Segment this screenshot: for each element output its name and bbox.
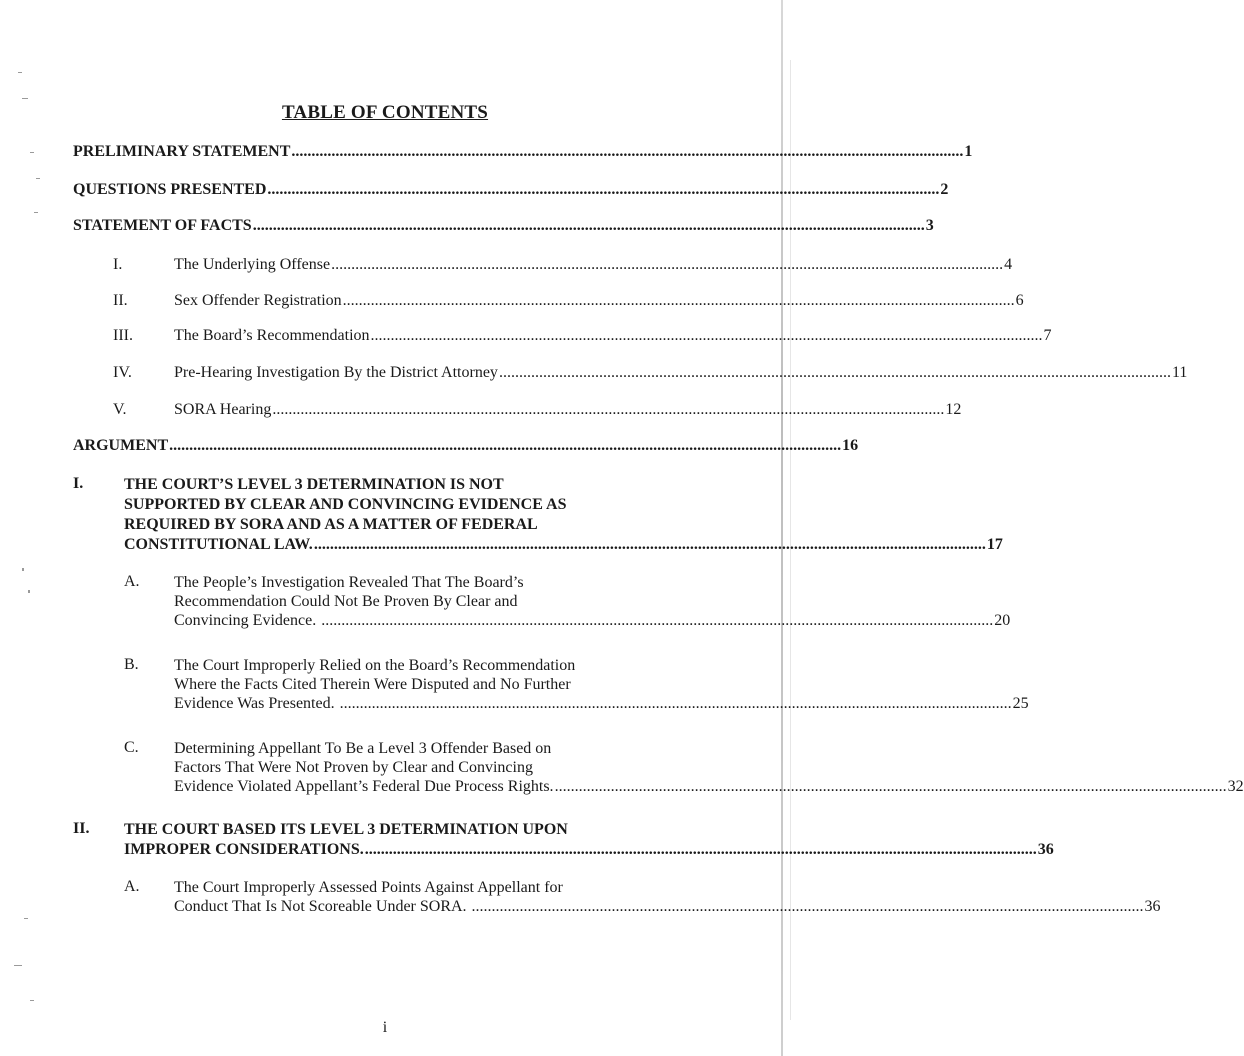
toc-entry-label: PRELIMINARY STATEMENT [73, 143, 291, 160]
toc-entry-label: ARGUMENT [73, 437, 169, 454]
page-title: TABLE OF CONTENTS [281, 102, 489, 123]
toc-entry-line: Determining Appellant To Be a Level 3 Offender Based on [174, 740, 552, 757]
dot-leader: ........................................................................................................................................................................ [339, 695, 1012, 712]
toc-entry-number: I. [73, 475, 84, 492]
dot-leader: ........................................................................................................................................................................ [291, 143, 964, 160]
toc-entry-final-line [174, 897, 1161, 916]
dot-leader: ........................................................................................................................................................................ [364, 841, 1037, 858]
scan-speck [14, 965, 22, 966]
dot-leader: ........................................................................................................................................................................ [313, 536, 986, 553]
toc-entry-point-two-a[interactable] [174, 878, 1161, 916]
toc-entry-line: THE COURT BASED ITS LEVEL 3 DETERMINATION UPON [124, 821, 568, 838]
dot-leader: ........................................................................................................................................................................ [331, 256, 1004, 273]
toc-entry-label: Evidence Was Presented. [174, 695, 339, 712]
toc-page-number: 11 [1171, 364, 1188, 381]
toc-page-number: 4 [1004, 256, 1013, 273]
toc-page-number: 6 [1015, 292, 1024, 309]
toc-entry-label: IMPROPER CONSIDERATIONS. [124, 841, 364, 858]
toc-entry-label: The Underlying Offense [174, 256, 331, 273]
toc-page-number: 3 [925, 217, 934, 234]
scan-speck [30, 1000, 34, 1001]
dot-leader: ........................................................................................................................................................................ [272, 401, 945, 418]
toc-entry-line: THE COURT’S LEVEL 3 DETERMINATION IS NOT [124, 476, 504, 493]
toc-entry-point-one-b[interactable] [174, 656, 1029, 713]
dot-leader: ........................................................................................................................................................................ [471, 898, 1144, 915]
toc-entry-number: IV. [113, 364, 132, 381]
page-number-footer: i [382, 1019, 388, 1036]
toc-entry-final-line [174, 777, 1244, 796]
toc-entry-label: QUESTIONS PRESENTED [73, 181, 267, 198]
scan-speck [18, 72, 22, 73]
toc-entry-questions-presented[interactable] [73, 181, 949, 199]
toc-entry-point-one-a[interactable] [174, 573, 1011, 630]
scan-speck [28, 590, 30, 593]
toc-entry-number: A. [124, 573, 140, 590]
toc-entry-line: The People’s Investigation Revealed That The Board’s [174, 574, 524, 591]
toc-entry-label: SORA Hearing [174, 401, 272, 418]
dot-leader: ........................................................................................................................................................................ [370, 327, 1043, 344]
toc-page-number: 1 [964, 143, 973, 160]
toc-entry-label: Pre-Hearing Investigation By the District Attorney [174, 364, 498, 381]
toc-entry-label: The Board’s Recommendation [174, 327, 370, 344]
toc-entry-label: Evidence Violated Appellant’s Federal Due Process Rights. [174, 778, 554, 795]
toc-page-number: 2 [940, 181, 949, 198]
toc-entry-number: II. [73, 820, 90, 837]
toc-entry-label: Convincing Evidence. [174, 612, 321, 629]
dot-leader: ........................................................................................................................................................................ [252, 217, 925, 234]
toc-page-number: 36 [1144, 898, 1161, 915]
toc-entry-number: A. [124, 878, 140, 895]
toc-page-number: 17 [986, 536, 1003, 553]
dot-leader: ........................................................................................................................................................................ [342, 292, 1015, 309]
toc-entry-line: The Court Improperly Relied on the Board’s Recommendation [174, 657, 576, 674]
toc-page-number: 32 [1227, 778, 1244, 795]
toc-page-number: 20 [994, 612, 1011, 629]
dot-leader: ........................................................................................................................................................................ [169, 437, 842, 454]
toc-entry-underlying-offense[interactable] [174, 256, 1013, 274]
scan-speck [30, 152, 34, 153]
toc-entry-label: Sex Offender Registration [174, 292, 342, 309]
toc-page-number: 16 [842, 437, 859, 454]
toc-entry-line: SUPPORTED BY CLEAR AND CONVINCING EVIDENCE AS [124, 496, 567, 513]
toc-page-number: 36 [1037, 841, 1054, 858]
toc-entry-sex-offender-registration[interactable] [174, 292, 1024, 310]
toc-entry-boards-recommendation[interactable] [174, 327, 1052, 345]
toc-entry-number: III. [113, 327, 133, 344]
toc-entry-label: STATEMENT OF FACTS [73, 217, 252, 234]
scan-speck [24, 918, 28, 919]
toc-entry-preliminary-statement[interactable] [73, 143, 973, 161]
toc-entry-number: V. [113, 401, 127, 418]
toc-entry-point-one[interactable] [124, 475, 1003, 555]
toc-entry-number: I. [113, 256, 123, 273]
dot-leader: ........................................................................................................................................................................ [498, 364, 1171, 381]
toc-entry-number: II. [113, 292, 128, 309]
scan-speck [22, 98, 28, 99]
scan-speck [36, 178, 40, 179]
toc-page-number: 7 [1043, 327, 1052, 344]
dot-leader: ........................................................................................................................................................................ [267, 181, 940, 198]
toc-entry-argument[interactable] [73, 437, 859, 455]
toc-entry-final-line [124, 535, 1003, 555]
toc-entry-line: Recommendation Could Not Be Proven By Clear and [174, 593, 518, 610]
toc-entry-statement-of-facts[interactable] [73, 217, 934, 235]
toc-entry-label: Conduct That Is Not Scoreable Under SORA. [174, 898, 471, 915]
dot-leader: ........................................................................................................................................................................ [321, 612, 994, 629]
toc-page-number: 12 [945, 401, 962, 418]
toc-entry-label: CONSTITUTIONAL LAW. [124, 536, 313, 553]
toc-entry-line: Where the Facts Cited Therein Were Disputed and No Further [174, 676, 571, 693]
toc-entry-final-line [174, 611, 1011, 630]
toc-entry-point-one-c[interactable] [174, 739, 1244, 796]
toc-entry-number: C. [124, 739, 139, 756]
toc-entry-line: Factors That Were Not Proven by Clear and Convincing [174, 759, 533, 776]
toc-entry-number: B. [124, 656, 139, 673]
toc-entry-sora-hearing[interactable] [174, 401, 962, 419]
toc-page-number: 25 [1012, 695, 1029, 712]
toc-entry-line: The Court Improperly Assessed Points Against Appellant for [174, 879, 563, 896]
toc-entry-pre-hearing-investigation[interactable] [174, 364, 1188, 382]
toc-entry-final-line [174, 694, 1029, 713]
toc-entry-line: REQUIRED BY SORA AND AS A MATTER OF FEDERAL [124, 516, 538, 533]
dot-leader: ........................................................................................................................................................................ [554, 778, 1227, 795]
scan-speck [22, 568, 24, 571]
scan-speck [34, 212, 38, 213]
toc-entry-point-two[interactable] [124, 820, 1054, 860]
toc-entry-final-line [124, 840, 1054, 860]
